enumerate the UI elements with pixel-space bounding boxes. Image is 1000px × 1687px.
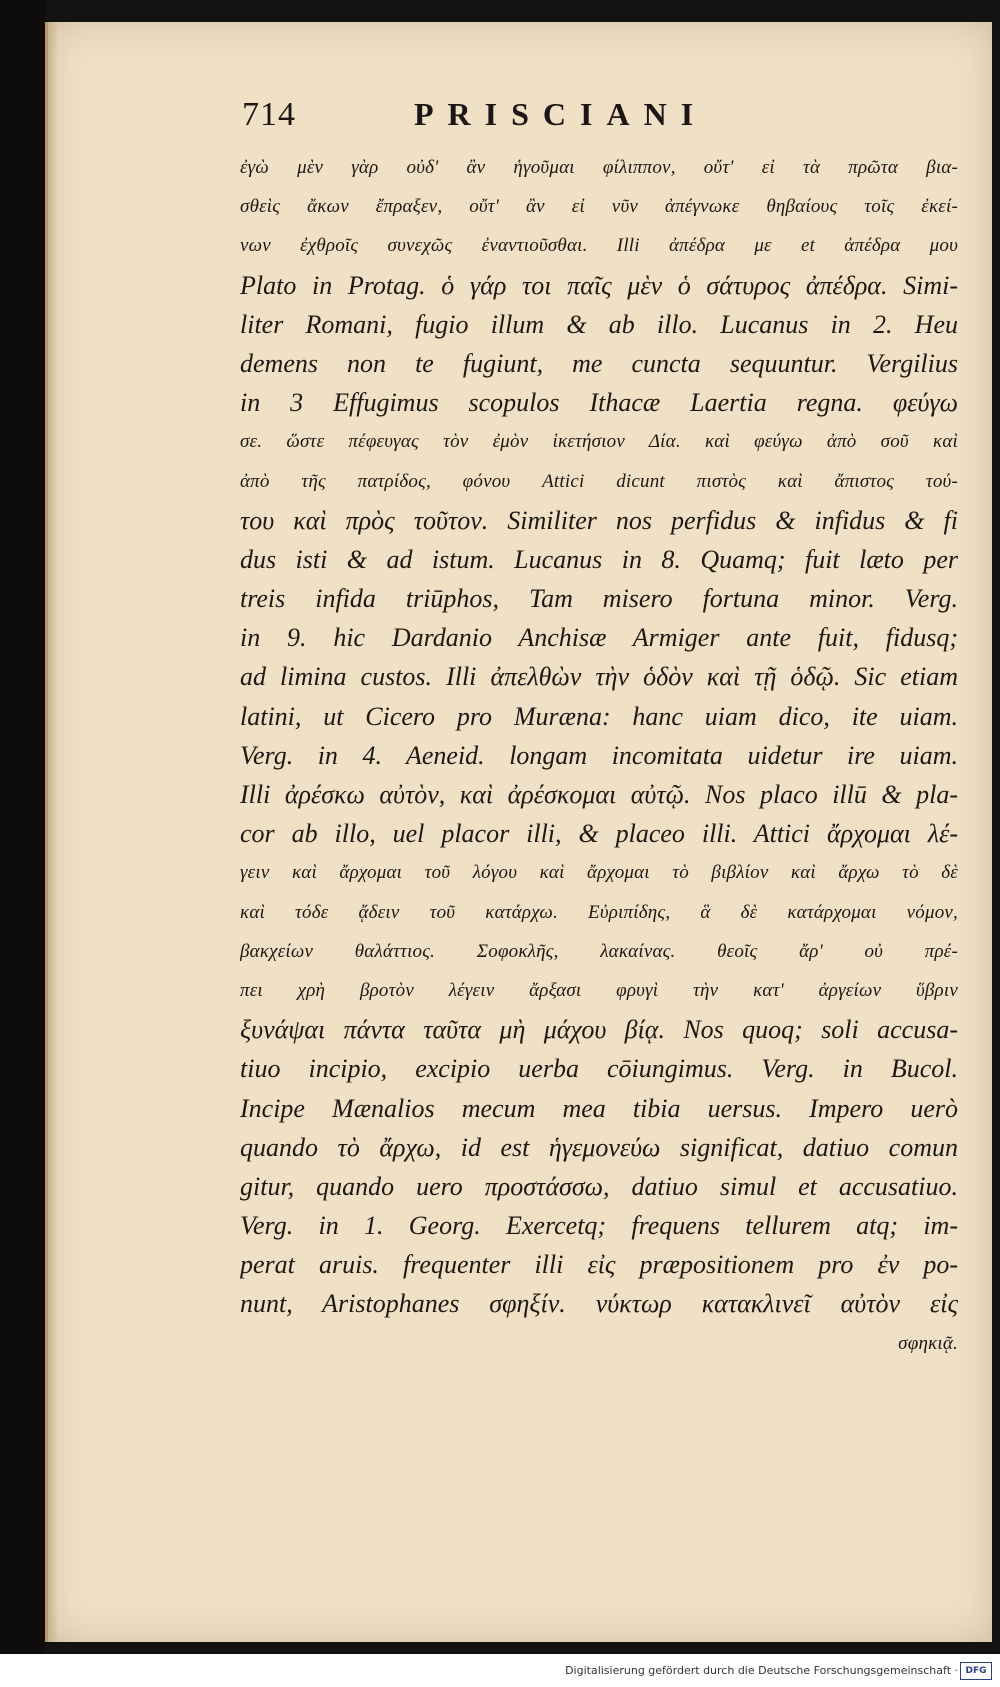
text-line: ἐγὼ μὲν γὰρ οὐδ' ἂν ἡγοῦμαι φίλιππον, οὔτ' εἰ τὰ πρῶτα βια-	[240, 157, 958, 178]
text-line: latini, ut Cicero pro Muræna: hanc uiam dico, ite uiam.	[240, 701, 958, 731]
binding-shadow	[0, 0, 45, 1654]
text-line: perat aruis. frequenter illi εἰς præpositionem pro ἐν po-	[240, 1250, 958, 1280]
text-line: demens non te fugiunt, me cuncta sequuntur. Vergilius	[240, 348, 958, 378]
text-line: in 9. hic Dardanio Anchisæ Armiger ante fuit, fidusq;	[240, 623, 958, 653]
text-line: του καὶ πρὸς τοῦτον. Similiter nos perfidus & infidus & fi	[240, 505, 958, 535]
footer-credit: Digitalisierung gefördert durch die Deutsche Forschungsgemeinschaft ·	[565, 1664, 958, 1677]
text-line: quando τὸ ἄρχω, id est ἡγεμονεύω significat, datiuo comun	[240, 1132, 958, 1162]
text-line: tiuo incipio, excipio uerba cōiungimus. Verg. in Bucol.	[240, 1054, 958, 1084]
text-line: σθεὶς ἄκων ἔπραξεν, οὔτ' ἂν εἰ νῦν ἀπέγνωκε θηβαίους τοῖς ἐκεί-	[240, 196, 958, 218]
text-line: πει χρὴ βροτὸν λέγειν ἄρξασι φρυγὶ τὴν κατ' ἀργείων ὕβριν	[240, 979, 958, 1001]
text-line: σφηκιᾷ.	[898, 1332, 958, 1354]
page-number: 714	[242, 96, 296, 133]
text-line: Verg. in 4. Aeneid. longam incomitata uidetur ire uiam.	[240, 740, 958, 770]
text-line: Illi ἀρέσκω αὐτὸν, καὶ ἀρέσκομαι αὐτῷ. Nos placo illū & pla-	[240, 780, 958, 809]
dfg-logo: DFG	[960, 1662, 992, 1680]
text-line: in 3 Effugimus scopulos Ithacæ Laertia regna. φεύγω	[240, 388, 958, 418]
running-head	[242, 96, 842, 140]
text-line: treis infida triūphos, Tam misero fortuna minor. Verg.	[240, 584, 958, 614]
text-line: βακχείων θαλάττιος. Σοφοκλῆς, λακαίνας. θεοῖς ἄρ' οὐ πρέ-	[240, 940, 958, 962]
text-line: ξυνάψαι πάντα ταῦτα μὴ μάχου βίᾳ. Nos quoq; soli accusa-	[240, 1015, 958, 1045]
text-line: καὶ τόδε ᾄδειν τοῦ κατάρχω. Εὐριπίδης, ἃ δὲ κατάρχομαι νόμον,	[240, 901, 958, 923]
body-text	[240, 148, 958, 1393]
text-line: cor ab illo, uel placor illi, & placeo illi. Attici ἄρχομαι λέ-	[240, 819, 958, 849]
text-line: nunt, Aristophanes σφηξίν. νύκτωρ κατακλινεῖ αὐτὸν εἰς	[240, 1289, 958, 1319]
text-line: Plato in Protag. ὁ γάρ τοι παῖς μὲν ὁ σάτυρος ἀπέδρα. Simi-	[240, 270, 958, 300]
text-line: ad limina custos. Illi ἀπελθὼν τὴν ὁδὸν καὶ τῇ ὁδῷ. Sic etiam	[240, 662, 958, 692]
text-line: σε. ὥστε πέφευγας τὸν ἐμὸν ἱκετήσιον Δία. καὶ φεύγω ἀπὸ σοῦ καὶ	[240, 431, 958, 453]
text-line: Incipe Mænalios mecum mea tibia uersus. Impero uerò	[240, 1093, 958, 1123]
text-line: dus isti & ad istum. Lucanus in 8. Quamq; fuit læto per	[240, 544, 958, 574]
running-title: PRISCIANI	[414, 96, 708, 132]
text-line: νων ἐχθροῖς συνεχῶς ἐναντιοῦσθαι. Illi ἀπέδρα με et ἀπέδρα μου	[240, 235, 958, 257]
text-line: liter Romani, fugio illum & ab illo. Lucanus in 2. Heu	[240, 309, 958, 339]
text-line: ἀπὸ τῆς πατρίδος, φόνου Attici dicunt πιστὸς καὶ ἄπιστος τού-	[240, 470, 958, 492]
digitization-footer	[0, 1654, 1000, 1687]
text-line: Verg. in 1. Georg. Exercetq; frequens tellurem atq; im-	[240, 1211, 958, 1241]
text-line: gitur, quando uero προστάσσω, datiuo simul et accusatiuo.	[240, 1171, 958, 1201]
text-line: γειν καὶ ἄρχομαι τοῦ λόγου καὶ ἄρχομαι τὸ βιβλίον καὶ ἄρχω τὸ δὲ	[240, 862, 958, 884]
